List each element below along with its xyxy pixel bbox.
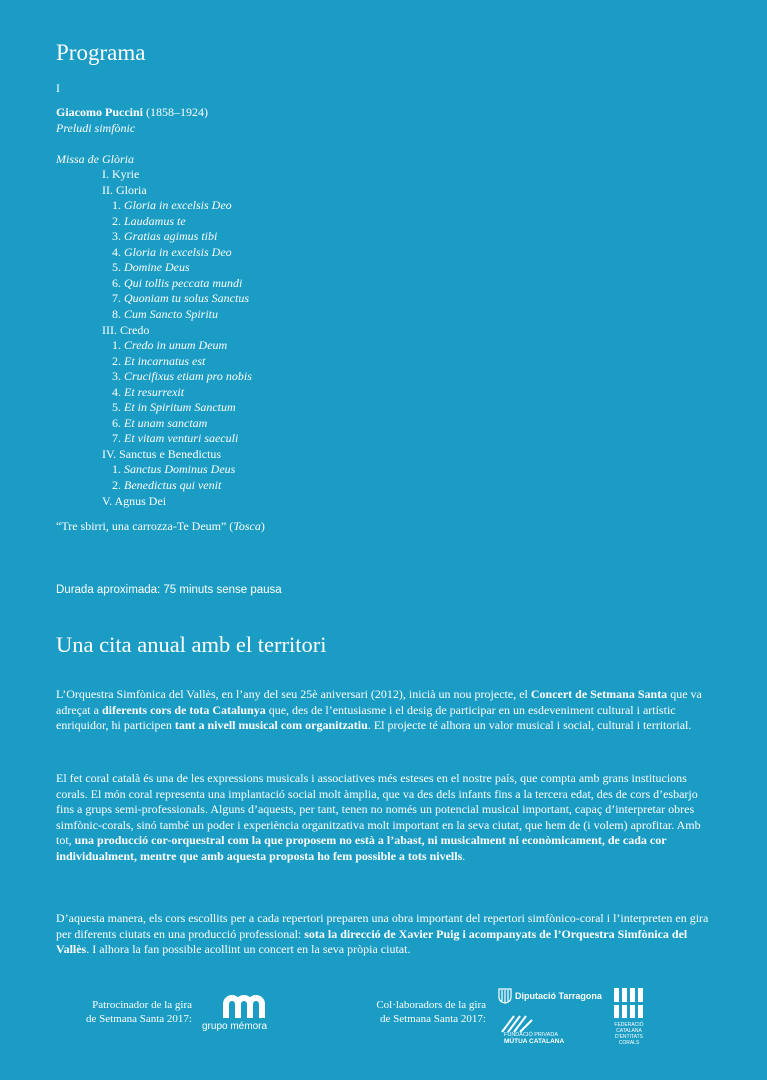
movement-item [112,276,242,291]
program-part: I [56,81,60,95]
composer-name: Giacomo Puccini [56,105,143,119]
fcec-line1: FEDERACIÓ [614,1022,644,1028]
body-text: . El projecte té alhora un valor musical i social, cultural i territorial. [367,718,692,733]
movement-item [102,183,147,198]
sponsor-label-line1: Patrocinador de la gira [92,999,192,1011]
movement-item [112,385,184,400]
memora-logo-text: grupo mémora [202,1021,268,1032]
movement-title: Sanctus Dominus Deus [124,462,236,477]
movement-number: 2. [112,353,124,368]
movement-number: 8. [112,306,124,321]
movement-title: Crucifixus etiam pro nobis [124,369,252,384]
sponsor-label [52,998,192,1026]
movement-number: 6. [112,275,124,290]
movement-item [112,416,207,431]
movement-item [102,323,149,338]
movement-item [102,494,166,509]
fcec-mark-icon [612,986,646,1020]
movement-number: 6. [112,415,124,430]
paragraph-1 [56,687,712,734]
diputacio-logo-text: Diputació Tarragona [515,991,602,1001]
movement-item [112,338,227,353]
movement-item [112,369,252,384]
movement-title: Quoniam tu solus Sanctus [124,291,250,306]
movement-number: 7. [112,291,124,306]
movement-item [112,214,186,229]
movement-number: 2. [112,213,124,228]
movement-title: Laudamus te [124,213,186,228]
movement-number: II. [102,182,116,197]
movement-item [112,400,236,415]
movement-title: Gloria [116,182,147,197]
composer-dates: (1858–1924) [143,105,208,119]
duration: Durada aproximada: 75 minuts sense pausa [56,584,282,596]
mutua-logo [500,1012,600,1044]
movement-title: Credo in unum Deum [124,338,228,353]
cita-title: Una cita anual amb el territori [56,632,327,657]
collab-label-line2: de Setmana Santa 2017: [379,1013,486,1025]
movement-title: Domine Deus [124,260,190,275]
fcec-logo-text [604,1022,654,1046]
movement-title: Cum Sancto Spiritu [124,306,219,321]
movement-number: 5. [112,260,124,275]
mutua-logo-text-2: MÚTUA CATALANA [504,1038,565,1045]
movement-title: Agnus Dei [114,493,167,508]
body-text: que va adreçat a [56,687,702,717]
movement-title: Benedictus qui venit [124,478,222,492]
fcec-line4: CORALS [618,1040,640,1046]
movement-title: Kyrie [112,167,140,181]
bold-text: Concert de Setmana Santa [530,687,668,701]
movement-item [112,245,232,260]
bold-text: tant a nivell musical com organitzatiu [174,718,368,733]
diputacio-shield-icon [498,988,512,1004]
movement-number: III. [102,322,120,337]
movement-title: Et incarnatus est [124,353,206,368]
movement-title: Gloria in excelsis Deo [124,198,232,213]
fcec-line3: D'ENTITATS [615,1034,643,1040]
tosca-line [56,519,265,534]
movement-item [112,478,221,493]
fcec-logo [604,986,654,1048]
body-text: . I alhora la fan possible acollint un concert en la seva pròpia ciutat. [86,942,411,957]
movement-number: 1. [112,462,124,477]
movement-title: Qui tollis peccata mundi [124,275,243,290]
bold-text: diferents cors de tota Catalunya [101,702,266,717]
movement-number: 3. [112,229,124,244]
mutua-logo-text-1: FUNDACIÓ PRIVADA [504,1032,558,1038]
movement-item [112,431,238,446]
diputacio-logo [498,988,602,1008]
movement-title: Et vitam venturi saeculi [124,431,239,446]
movement-number: 5. [112,400,124,415]
memora-m-icon [222,994,282,1020]
movement-number: 2. [112,478,124,492]
movement-title: Gloria in excelsis Deo [124,244,232,259]
memora-logo [202,994,292,1034]
body-text: . [462,848,466,863]
movement-item [112,291,249,306]
collab-label-line1: Col·laboradors de la gira [376,999,486,1011]
fcec-line2: CATALANA [616,1028,642,1034]
movement-number: V. [102,493,115,508]
movement-number: 3. [112,369,124,384]
movement-title: Credo [120,322,150,337]
work-preludi: Preludi simfònic [56,121,136,135]
movement-item [112,229,217,244]
body-text: El fet coral català és una de les expressions musicals i associatives més esteses en el nostre país, que compta amb grans institucions corals. El món coral representa una implantació social molt àmplia, que va des dels infants fins a la tercera edat, des de cors d’esbarjo fins a grups semi-professionals. Alguns d’aquests, per tant, tenen no només un potencial musical important, capaç d’interpretar obres simfònic-corals, sinó també un poder i experiència organitzativa molt important en la seva ciutat, que hem de (i volem) aprofitar. Amb tot, [56,771,701,848]
tosca-close: ) [260,519,265,533]
movement-title: Gratias agimus tibi [124,229,218,244]
bold-text: una producció cor-orquestral com la que proposem no està a l’abast, ni musicalment ni econòmicament, de cada cor individualment, mentre que amb aquesta proposta ho fem possible a tots nivells [56,833,667,863]
programa-title: Programa [56,40,146,65]
movement-item [102,447,221,462]
paragraph-3 [56,911,712,958]
work-missa: Missa de Glòria [56,152,134,166]
movement-number: 4. [112,384,124,399]
bold-text: sota la direcció de Xavier Puig i acompanyats de l’Orquestra Simfònica del Vallès [56,926,688,957]
movement-item [112,354,205,369]
movement-number: IV. [102,446,120,461]
movement-number: 7. [112,431,124,446]
movement-item [112,462,235,477]
movement-number: 1. [112,338,124,353]
body-text: que, des de l’entusiasme i el desig de participar en un esdeveniment cultural i artístic enriquidor, hi participen [56,702,676,733]
movement-title: Et unam sanctam [124,415,208,430]
composer-line [56,105,208,120]
tosca-work: Tosca [233,519,261,533]
paragraph-2 [56,771,712,865]
movement-item [112,307,218,322]
movement-number: 1. [112,198,124,213]
movement-title: Et in Spiritum Sanctum [124,400,236,415]
collaborators-label [340,998,486,1026]
body-text: D’aquesta manera, els cors escollits per a cada repertori preparen una obra important del repertori simfònico-coral i l’interpreten en gira per diferents ciutats en una producció professional: [56,911,709,941]
body-text: L’Orquestra Simfònica del Vallès, en l’any del seu 25è aniversari (2012), inicià un nou projecte, el [56,687,531,701]
movement-title: Et resurrexit [124,384,185,399]
movement-number: I. [102,167,112,181]
movement-item [102,167,139,182]
movement-item [112,260,190,275]
movement-item [112,198,232,213]
mutua-wing-icon [500,1012,536,1034]
sponsor-label-line2: de Setmana Santa 2017: [85,1013,192,1025]
movement-title: Sanctus e Benedictus [119,446,222,461]
tosca-quote: “Tre sbirri, una carrozza-Te Deum” ( [56,519,234,533]
movement-number: 4. [112,244,124,259]
